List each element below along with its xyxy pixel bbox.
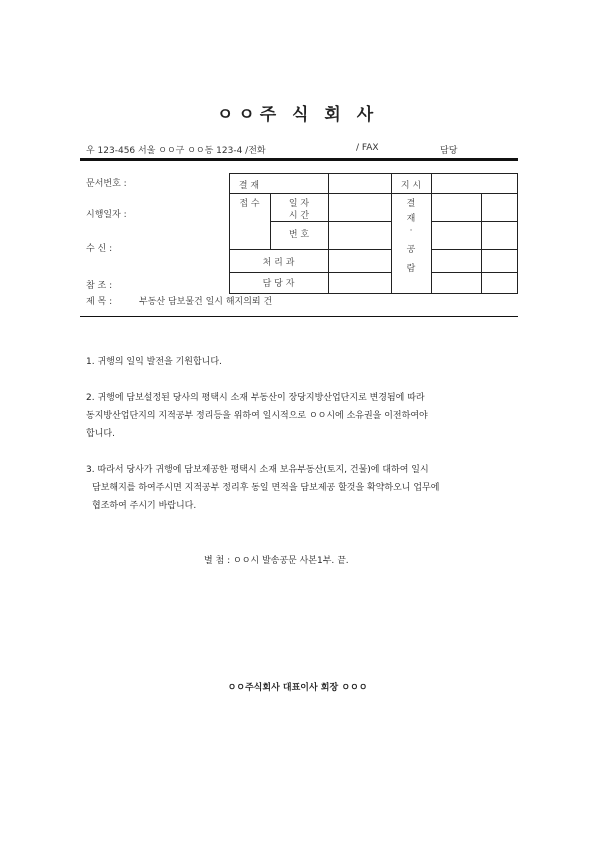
side-jae: 재: [406, 214, 416, 224]
table-line: [431, 249, 518, 250]
side-gong: 공: [406, 245, 416, 255]
signature-line: ㅇㅇ주식회사 대표이사 회장 ㅇㅇㅇ: [227, 683, 368, 693]
sigan-cell: 시 간: [288, 211, 310, 221]
date-label: 시행일자 :: [86, 210, 127, 220]
side-dot: ·: [409, 226, 413, 236]
table-line: [481, 193, 482, 294]
fax-label: / FAX: [356, 143, 379, 153]
table-line: [431, 173, 432, 294]
table-line: [270, 221, 391, 222]
table-line: [431, 272, 518, 273]
paragraph-3-line-1: 3. 따라서 당사가 귀행에 담보제공한 평택시 소재 보유부동산(토지, 건물)에 대하여 일시: [86, 465, 429, 475]
kyeoljae-cell: 결 재: [238, 181, 260, 191]
ilja-cell: 일 자: [288, 199, 310, 209]
table-line: [431, 221, 518, 222]
subject-label: 제 목 :: [86, 297, 113, 307]
side-ram: 람: [406, 264, 416, 274]
table-line: [328, 173, 329, 294]
paragraph-2-line-1: 2. 귀행에 담보설정된 당사의 평택시 소재 부동산이 장당지방산업단지로 변경됨에 따라: [86, 393, 425, 403]
reference-label: 참 조 :: [86, 281, 113, 291]
paragraph-1: 1. 귀행의 일익 발전을 기원합니다.: [86, 357, 222, 367]
beonho-cell: 번 호: [288, 230, 310, 240]
jeopsu-cell: 접 수: [239, 199, 260, 209]
damdangja-cell: 담 당 자: [262, 279, 295, 289]
jisi-cell: 지 시: [400, 181, 422, 191]
contact-label: 담당: [440, 146, 458, 156]
header-divider: [80, 158, 518, 161]
attachment-line: 별 첨 : ㅇㅇ시 발송공문 사본1부. 끝.: [204, 556, 349, 566]
doc-number-label: 문서번호 :: [86, 179, 127, 189]
side-kyeol: 결: [406, 199, 416, 209]
subject-text: 부동산 담보물건 일시 해지의뢰 건: [139, 297, 273, 307]
paragraph-2-line-2: 동지방산업단지의 지적공부 정리등을 위하여 일시적으로 ㅇㅇ시에 소유권을 이전하여야: [86, 411, 428, 421]
table-line: [229, 249, 391, 250]
cheorigwa-cell: 처 리 과: [262, 258, 295, 268]
company-title: ㅇㅇ주 식 회 사: [216, 105, 379, 125]
paragraph-2-line-3: 합니다.: [86, 429, 115, 439]
table-line: [229, 272, 391, 273]
paragraph-3-line-2: 담보해지를 하여주시면 지적공부 정리후 동일 면적을 담보제공 할것을 확약하오니 업무에: [92, 483, 440, 493]
company-address: 우 123-456 서울 ㅇㅇ구 ㅇㅇ동 123-4 /전화: [86, 146, 266, 156]
table-line: [229, 193, 518, 194]
paragraph-3-line-3: 협조하여 주시기 바랍니다.: [92, 501, 197, 511]
subject-divider: [80, 316, 518, 317]
recipient-label: 수 신 :: [86, 244, 113, 254]
